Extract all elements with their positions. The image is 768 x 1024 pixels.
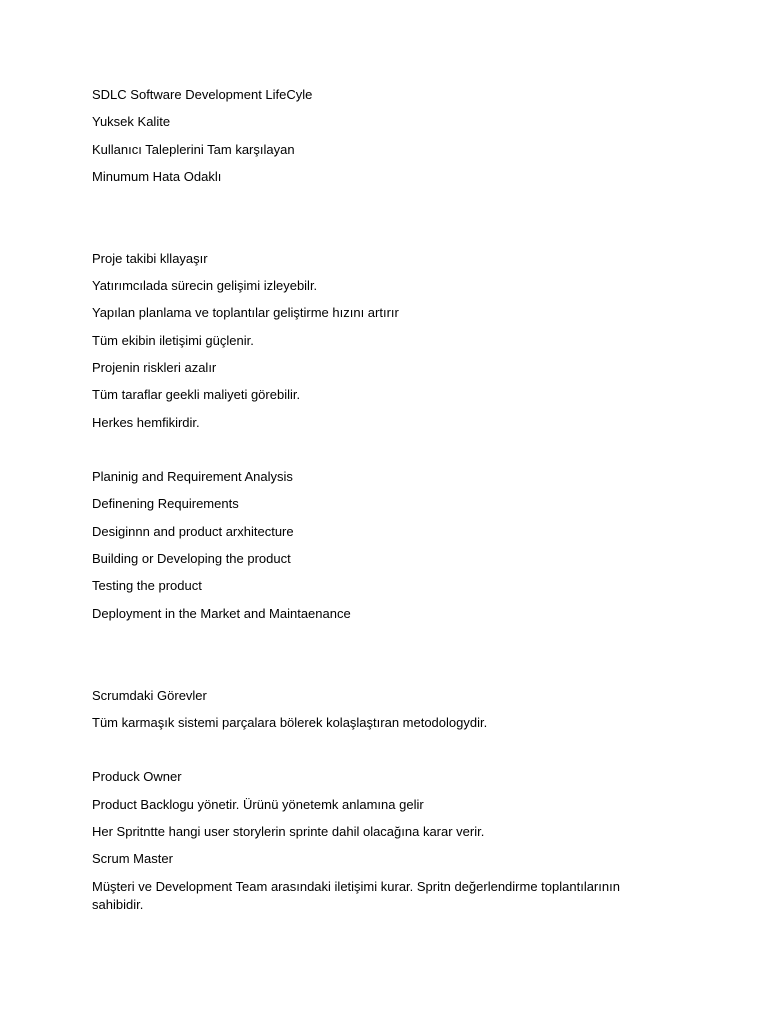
text-line: Product Backlogu yönetir. Ürünü yönetemk anlamına gelir	[92, 796, 424, 812]
text-line: Kullanıcı Taleplerini Tam karşılayan	[92, 141, 295, 157]
text-line: Definening Requirements	[92, 496, 239, 512]
blank-spacer	[92, 441, 652, 459]
text-line: Desiginnn and product arxhitecture	[92, 523, 294, 539]
text-line: Testing the product	[92, 578, 202, 594]
text-line: Tüm taraflar geekli maliyeti görebilir.	[92, 387, 301, 403]
blank-spacer	[92, 741, 652, 759]
text-line: Tüm ekibin iletişimi güçlenir.	[92, 332, 254, 348]
section-benefits	[92, 250, 652, 432]
text-line: Planinig and Requirement Analysis	[92, 469, 293, 485]
text-line: Herkes hemfikirdir.	[92, 414, 200, 430]
text-line: Building or Developing the product	[92, 551, 291, 567]
section-phases	[92, 468, 652, 622]
text-line: Yuksek Kalite	[92, 114, 171, 130]
text-line: Scrumdaki Görevler	[92, 687, 207, 703]
text-line: Yapılan planlama ve toplantılar geliştirme hızını artırır	[92, 305, 399, 321]
text-line: Minumum Hata Odaklı	[92, 168, 222, 184]
text-line: Produck Owner	[92, 769, 182, 785]
section-scrum	[92, 687, 652, 732]
sdlc-title: SDLC Software Development LifeCyle	[92, 87, 313, 102]
text-line: Müşteri ve Development Team arasındaki iletişimi kurar. Spritn değerlendirme toplantılarının sahibidir.	[92, 878, 620, 912]
section-sdlc	[92, 86, 652, 186]
text-line: Tüm karmaşık sistemi parçalara bölerek kolaşlaştıran metodologydir.	[92, 714, 488, 730]
text-line: Her Spritntte hangi user storylerin sprinte dahil olacağına karar verir.	[92, 824, 485, 840]
blank-spacer	[92, 632, 652, 677]
text-line: Projenin riskleri azalır	[92, 359, 217, 375]
text-line: Proje takibi kllayaşır	[92, 250, 208, 266]
text-line: Deployment in the Market and Maintaenance	[92, 605, 351, 621]
text-line: Scrum Master	[92, 851, 173, 867]
document-page	[92, 86, 652, 923]
section-roles	[92, 768, 652, 913]
text-line: Yatırımcılada sürecin gelişimi izleyebilr.	[92, 278, 318, 294]
blank-spacer	[92, 195, 652, 240]
